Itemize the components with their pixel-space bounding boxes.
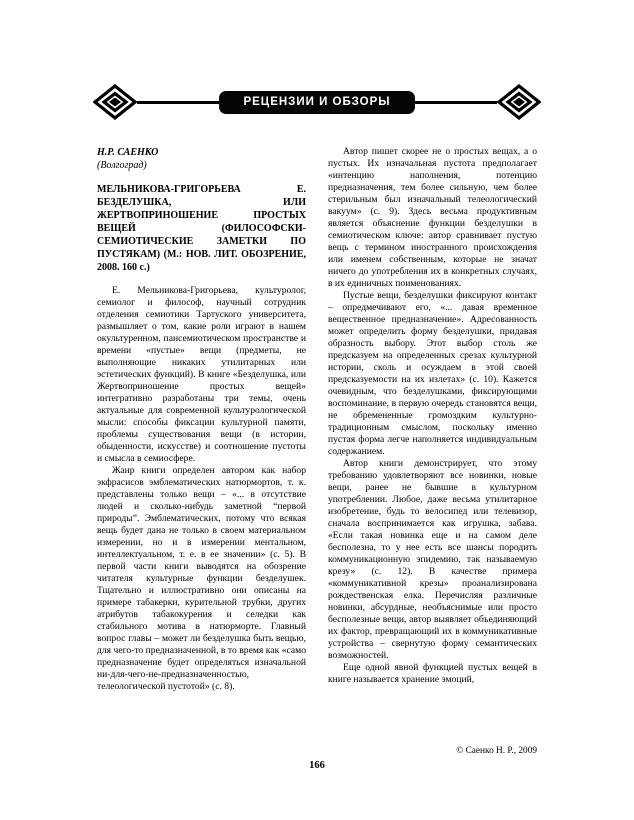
page-number: 166 [309, 760, 325, 771]
right-column-paragraphs [328, 146, 537, 686]
left-column-paragraphs [97, 285, 306, 693]
header-rule-right [415, 101, 497, 104]
header-rule-left [137, 101, 219, 104]
body-paragraph: Автор пишет скорее не о простых вещах, а о пустых. Их изначальная пустота предполагает «интенцию наполнения, потенцию предназначения, тем более сильную, чем более стерильным был изначальный телеологический вакуум» (с. 9). Здесь весьма продуктивным является объяснение функции безделушки в семиотическом ключе: автор сравнивает пустую вещь с термином иностранного происхождения или именем собственным, которые не значат ничего до употребления их в конкретных случаях, в их единичных поименованиях. [328, 146, 537, 289]
section-header-inner [93, 84, 541, 120]
reviewed-book-title: МЕЛЬНИКОВА-ГРИГОРЬЕВА Е. БЕЗДЕЛУШКА, ИЛИ ЖЕРТВОПРИНОШЕНИЕ ПРОСТЫХ ВЕЩЕЙ (ФИЛОСОФСКИ-СЕМИОТИЧЕСКИЕ ЗАМЕТКИ ПО ПУСТЯКАМ) (М.: НОВ. ЛИТ. ОБОЗРЕНИЕ, 2008. 160 с.) [97, 184, 306, 273]
left-column [97, 146, 306, 693]
body-paragraph: Е. Мельникова-Григорьева, культуролог, семиолог и философ, научный сотрудник отделения семиотики Тартуского университета, размышляет о том, какие роли играют в нашем окультуренном, пансемиотическом пространстве и времени «пустые» вещи (предметы, не выполняющие никаких утилитарных или эстетических функций). В книге «Безделушка, или Жертвоприношение простых вещей» интегративно разработаны три темы, очень актуальные для современной культурологической мысли: способы фиксации культурной памяти, проблемы существования вещи (в истории, обыденности, искусстве) и соотношение пустоты и смысла в семиосфере. [97, 285, 306, 464]
body-paragraph: Жанр книги определен автором как набор экфрасисов эмблематических натюрмортов, т. к. представлены только вещи – «... в отсутствие людей и сколько-нибудь заметной “первой природы”. Эмблематических, потому что всякая вещь будет дана не только в своем материальном измерении, но и в измерении ментальном, интеллектуальном, т. е. в ее значении» (с. 5). В первой части книги выводятся на обозрение читателя культурные функции безделушек. Тщательно и иллюстративно они описаны на примере табакерки, курительной трубки, других атрибутов табакокурения и селедки как стабильного мотива в натюрморте. Главный вопрос главы – может ли безделушка быть вещью, для чего-то предназначенной, в то время как «само предназначение будет определяться изначальной ни-для-чего-не-предназначенностью, телеологической пустотой» (с. 8). [97, 465, 306, 692]
author-city: (Волгоград) [97, 160, 147, 171]
text-columns [97, 146, 537, 693]
section-banner-label: РЕЦЕНЗИИ И ОБЗОРЫ [243, 95, 391, 108]
body-paragraph: Автор книги демонстрирует, что этому требованию удовлетворяют все новинки, новые вещи, ранее не бывшие в культурном употреблении. Любое, даже весьма утилитарное изобретение, будь то велосипед или телевизор, сначала воспринимается как игрушка, забава. «Если такая новинка еще и на самом деле бесполезна, то у нее есть все шансы породить коммуникационную эпидемию, так называемую крезу» (с. 12). В качестве примера «коммуникативной крезы» проанализирована рождественская елка. Перечисляя различные новинки, абсурдные, необъяснимые или просто бесполезные вещи, автор выявляет объединяющий их фактор, превращающий их в коммуникативные устройства – свернутую форму семантических возможностей. [328, 458, 537, 661]
right-column [328, 146, 537, 693]
knot-ornament-left-icon [93, 84, 137, 120]
section-banner [219, 91, 414, 114]
author-name: Н.Р. САЕНКО [97, 147, 159, 158]
section-header [0, 84, 634, 120]
body-paragraph: Еще одной явной функцией пустых вещей в книге называется хранение эмоций, [328, 662, 537, 685]
copyright-notice: © Саенко Н. Р., 2009 [456, 746, 537, 756]
body-paragraph: Пустые вещи, безделушки фиксируют контакт – опредмечивают его, «... давая временное вещественное предназначение». Адресованность может определить форму безделушки, придавая образность выбору. Этот выбор столь же предсказуем на определенных срезах культурной истории, сколь и осуждаем в этой своей предсказуемости на их излетах» (с. 10). Кажется очевидным, что безделушками, фиксирующими воспоминание, в первую очередь становятся вещи, не обремененные громоздким культурно-традиционным смыслом, поскольку именно пустая форма легче наполняется индивидуальным содержанием. [328, 290, 537, 457]
knot-ornament-right-icon [497, 84, 541, 120]
